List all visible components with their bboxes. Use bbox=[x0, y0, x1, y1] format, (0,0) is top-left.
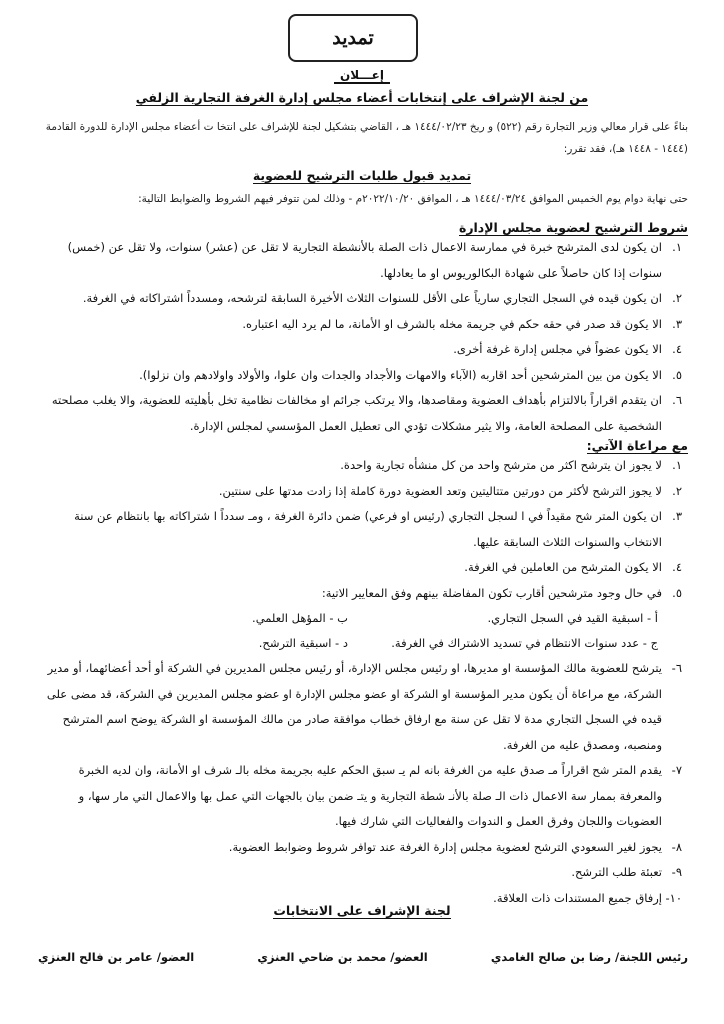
committee-heading bbox=[0, 90, 724, 105]
item-number: ١. bbox=[672, 458, 682, 472]
signatures-title bbox=[0, 903, 724, 918]
item-text: الا يكون عضواً في مجلس إدارة غرفة أخرى. bbox=[453, 342, 662, 356]
item-text: ان يكون المتر شح مقيداً في ا لسجل التجاري (رئيس او فرعي) ضمن دائرة الغرفة ، ومـ سدداً ا شتراكاته بها بانتظام عن سنة الانتخاب والسنوات الثلاث السابقة عليها. bbox=[74, 509, 662, 549]
list-item bbox=[38, 581, 688, 607]
item-text: ان يكون لدى المترشح خبرة في ممارسة الاعمال ذات الصلة بالأنشطة التجارية لا تقل عن (عشر) سنوات، ولا تقل عن (خمس) سنوات إذا كان حاصلاً على شهادة البكالوريوس او ما يعادلها. bbox=[67, 240, 662, 280]
list-item bbox=[38, 555, 688, 581]
criteria-grid bbox=[38, 606, 688, 656]
list-item bbox=[38, 337, 688, 363]
item-text: في حال وجود مترشحين أقارب تكون المفاضلة بينهم وفق المعايير الاتية: bbox=[321, 585, 662, 600]
list-item bbox=[38, 758, 688, 835]
conditions-title bbox=[38, 220, 688, 235]
item-text: لا يجوز ان يترشح اكثر من مترشح واحد من كل منشأه تجارية واحدة. bbox=[340, 458, 662, 472]
criteria-item: ب - المؤهل العلمي. bbox=[252, 611, 348, 625]
deadline-paragraph: حتى نهاية دوام يوم الخميس الموافق ١٤٤٤/٠٣/٢٤ هـ ، الموافق ٢٠٢٢/١٠/٢٠م - وذلك لمن تتوفر فيهم الشروط والضوابط التالية: bbox=[138, 193, 688, 205]
conditions-section bbox=[38, 220, 688, 439]
item-number: ٨- bbox=[671, 839, 682, 854]
list-item bbox=[38, 656, 688, 758]
considerations-title bbox=[38, 438, 688, 453]
list-item bbox=[38, 363, 688, 389]
list-item bbox=[38, 453, 688, 479]
item-number: ٥. bbox=[672, 585, 682, 600]
signatures-title-text: لجنة الإشراف على الانتخابات bbox=[273, 903, 451, 918]
considerations-title-text: مع مراعاة الآتي: bbox=[586, 438, 688, 453]
item-text: يجوز لغير السعودي الترشح لعضوية مجلس إدارة الغرفة عند توافر شروط وضوابط العضوية. bbox=[228, 839, 662, 854]
item-text: يقدم المتر شح اقراراً مـ صدق عليه من الغرفة بانه لم يـ سبق الحكم عليه بجريمة مخله بالـ شرف او الأمانة، وان لديه الخبرة والمعرفة بممار سة الاعمال ذات الـ صلة بالأنـ شطة التجارية و يتـ ضمن بيان بالجهات التي عمل بها والاعمال التي مار سها، و العضويات واللجان وفرق العمل و الندوات والفعاليات التي شارك فيها. bbox=[78, 763, 662, 828]
title-box: تمديد bbox=[288, 14, 418, 62]
signature-member: العضو/ محمد بن ضاحي العنزي bbox=[257, 950, 428, 964]
item-text: يترشح للعضوية مالك المؤسسة او مديرها، او رئيس مجلس الإدارة، أو رئيس مجلس المديرين في الشركة أو أحد أعضائهما، أو مدير الشركة، مع مراعاة أن يكون مدير المؤسسة او الشركة او عضو مجلس الإدارة او عضو مجلس المديرين في الشركة، قد مضى على قيده في السجل التجاري مدة لا تقل عن سنة مع ارفاق خطاب موافقة صادر من مالك المؤسسة او الشركة يوضح اسم المترشح ومنصبه، ومصدق عليه من الغرفة. bbox=[46, 661, 662, 752]
considerations-list bbox=[38, 453, 688, 606]
list-item bbox=[38, 860, 688, 886]
item-number: ٧- bbox=[671, 763, 682, 777]
list-item bbox=[38, 286, 688, 312]
item-text: الا يكون من بين المترشحين أحد اقاربه (الآباء والامهات والأجداد والجدات وان علوا، والأولاد واولادهم وان نزلوا). bbox=[139, 367, 662, 382]
item-number: ١. bbox=[672, 240, 682, 254]
extend-title-text: تمديد قبول طلبات الترشيح للعضوية bbox=[252, 168, 472, 183]
conditions-title-text: شروط الترشيح لعضوية مجلس الإدارة bbox=[458, 220, 688, 235]
item-number: ٦- bbox=[671, 661, 682, 675]
item-number: ٣. bbox=[672, 509, 682, 523]
item-text: لا يجوز الترشح لأكثر من دورتين متتاليتين وتعد العضوية دورة كاملة إذا زادت مدتها على سنتين. bbox=[218, 483, 662, 498]
criteria-item: د - اسبقية الترشح. bbox=[258, 636, 348, 650]
item-text: الا يكون قد صدر في حقه حكم في جريمة مخله بالشرف او الأمانة، ما لم يرد اليه اعتباره. bbox=[242, 316, 662, 331]
item-text: ان يتقدم اقراراً بالالتزام بأهداف العضوية ومقاصدها، والا يرتكب جرائم او مخالفات نظامية تخل بأهليته للعضوية، والا يغلب مصلحته الشخصية على المصلحة العامة، والا يثير مشكلات تؤدي الى تعطيل العمل المؤسسي لمجلس الإدارة. bbox=[51, 393, 662, 433]
list-item bbox=[38, 835, 688, 861]
signature-member: العضو/ عامر بن فالح العنزي bbox=[38, 950, 195, 964]
list-item bbox=[38, 312, 688, 338]
criteria-item: أ - اسبقية القيد في السجل التجاري. bbox=[487, 611, 658, 625]
list-item bbox=[38, 479, 688, 505]
item-number: ١٠- bbox=[665, 890, 682, 905]
item-text: تعبئة طلب الترشح. bbox=[571, 865, 662, 879]
item-number: ٢. bbox=[672, 291, 682, 305]
item-number: ٢. bbox=[672, 483, 682, 498]
intro-paragraph: بناءً على قرار معالي وزير التجارة رقم (٥٢٢) و ريخ ١٤٤٤/٠٢/٢٣ هـ ، القاضي بتشكيل لجنة للإشراف على انتخا ت أعضاء مجلس الإدارة للدورة القادمة (١٤٤٤ - ١٤٤٨ هـ)، فقد تقرر: bbox=[45, 121, 688, 155]
committee-heading-text: من لجنة الإشراف على إنتخابات أعضاء مجلس إدارة الغرفة التجارية الزلفي bbox=[135, 90, 589, 105]
item-number: ٥. bbox=[672, 367, 682, 382]
considerations-list-continued bbox=[38, 656, 688, 911]
announcement-label-text: إعـــلان bbox=[334, 68, 390, 84]
extend-title bbox=[0, 168, 724, 183]
item-text: الا يكون المترشح من العاملين في الغرفة. bbox=[464, 560, 662, 574]
item-text: إرفاق جميع المستندات ذات العلاقة. bbox=[493, 890, 662, 905]
item-number: ٤. bbox=[672, 560, 682, 574]
list-item bbox=[38, 388, 688, 439]
conditions-list bbox=[38, 235, 688, 439]
item-number: ٣. bbox=[672, 316, 682, 331]
item-number: ٤. bbox=[672, 342, 682, 356]
criteria-item: ج - عدد سنوات الانتظام في تسديد الاشتراك في الغرفة. bbox=[391, 636, 658, 650]
item-text: ان يكون قيده في السجل التجاري سارياً على الأقل للسنوات الثلاث الأخيرة السابقة لترشحه، ومسدداً اشتراكاته في الغرفة. bbox=[82, 291, 662, 305]
announcement-label bbox=[0, 68, 724, 82]
signatures-row bbox=[38, 950, 688, 964]
list-item bbox=[38, 504, 688, 555]
item-number: ٦. bbox=[672, 393, 682, 407]
considerations-section bbox=[38, 438, 688, 911]
list-item bbox=[38, 235, 688, 286]
item-number: ٩- bbox=[671, 865, 682, 879]
signature-chairman: رئيس اللجنة/ رضا بن صالح الغامدي bbox=[490, 950, 688, 964]
